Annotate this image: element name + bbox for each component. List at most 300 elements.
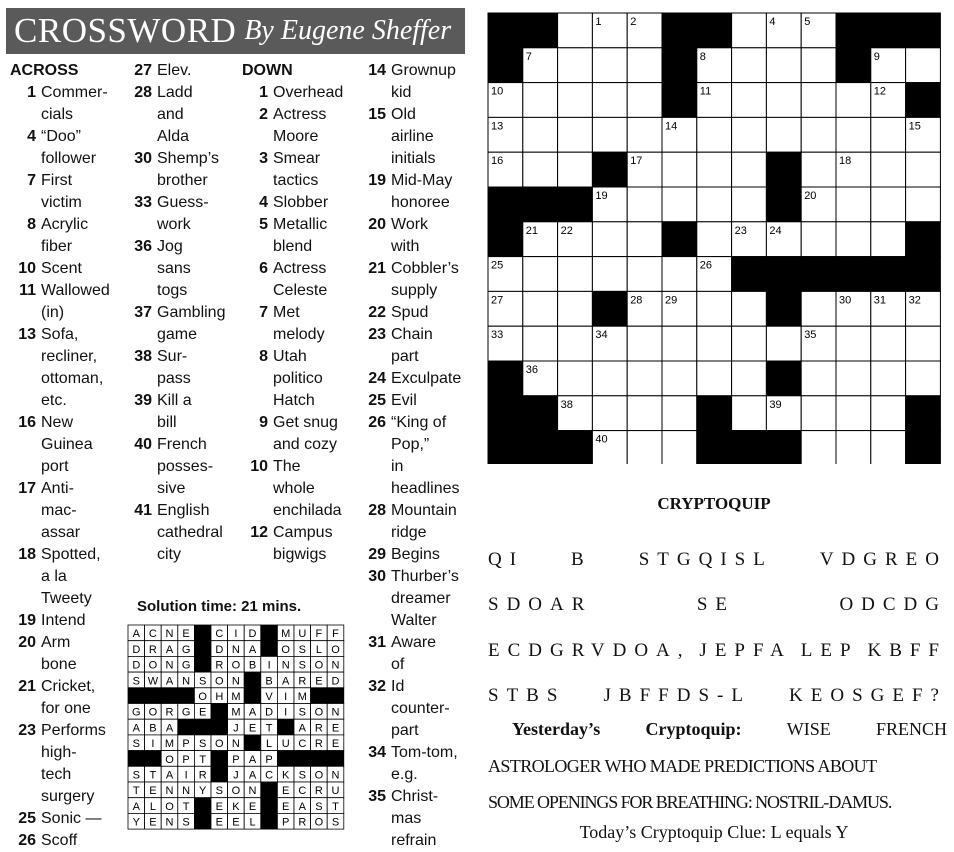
clue-item	[360, 170, 472, 214]
grid-block	[801, 257, 836, 292]
clue-text-line: with	[391, 238, 420, 255]
cryptoquip-label: Cryptoquip:	[645, 719, 742, 739]
clue-item	[242, 148, 358, 192]
clue-number: 39	[134, 392, 152, 409]
grid-cell[interactable]	[836, 222, 871, 257]
cryptoquip-line	[488, 685, 947, 707]
clue-item	[10, 82, 124, 126]
clue-text-line: “King of	[391, 414, 447, 431]
solution-letter: N	[165, 816, 174, 829]
grid-block	[871, 257, 906, 292]
grid-block	[488, 48, 523, 83]
clue-text-line: cials	[41, 106, 74, 123]
clue-item	[126, 192, 240, 236]
clue-number: 14	[368, 62, 386, 79]
grid-cell[interactable]	[627, 396, 662, 431]
clue-text-line: part	[391, 348, 419, 365]
grid-cell[interactable]	[558, 326, 593, 361]
grid-block	[697, 13, 732, 48]
grid-cell[interactable]	[558, 291, 593, 326]
clue-text-line: Intend	[41, 612, 86, 629]
solution-letter: C	[298, 785, 307, 798]
grid-cell[interactable]	[627, 431, 662, 464]
grid-cell[interactable]	[906, 48, 941, 83]
grid-block	[662, 222, 697, 257]
clue-item	[360, 104, 472, 170]
grid-cell[interactable]	[766, 83, 801, 118]
clue-text-line: high-	[41, 744, 77, 761]
grid-block	[766, 187, 801, 222]
crossword-banner	[6, 8, 465, 54]
grid-block	[662, 48, 697, 83]
grid-cell[interactable]	[627, 222, 662, 257]
solution-letter: O	[314, 659, 324, 672]
solution-block	[277, 719, 294, 735]
grid-cell[interactable]	[523, 83, 558, 118]
clue-text-line: Tom-tom,	[391, 744, 458, 761]
solution-letter: A	[298, 800, 306, 813]
grid-block	[488, 222, 523, 257]
solution-letter: N	[182, 675, 191, 688]
solution-letter: N	[231, 675, 240, 688]
grid-cell[interactable]	[662, 396, 697, 431]
grid-number: 37	[769, 364, 782, 376]
clue-item	[360, 742, 472, 786]
grid-cell[interactable]	[662, 326, 697, 361]
clue-text-line: blend	[273, 238, 313, 255]
grid-cell[interactable]	[558, 152, 593, 187]
solution-letter: A	[165, 769, 174, 782]
grid-number: 38	[560, 398, 573, 411]
grid-cell[interactable]	[558, 13, 593, 48]
solution-letter: U	[281, 738, 290, 751]
clue-text-line: mas	[391, 810, 422, 827]
solution-block	[311, 688, 328, 704]
grid-cell[interactable]	[592, 222, 627, 257]
solution-letter: A	[165, 643, 174, 656]
grid-cell[interactable]	[732, 13, 767, 48]
clue-text-line: Utah	[273, 348, 307, 365]
clue-text	[273, 258, 358, 302]
solution-letter: V	[265, 691, 273, 703]
clue-text-line: for one	[41, 700, 91, 717]
clue-text-line: and	[157, 106, 184, 123]
clue-text-line: Get snug	[273, 414, 338, 431]
grid-number: 30	[839, 294, 852, 307]
grid-cell[interactable]	[906, 152, 941, 187]
solution-letter: A	[248, 769, 257, 782]
clue-text-line: enchilada	[273, 502, 342, 519]
clue-item	[360, 60, 472, 104]
solution-letter: S	[199, 675, 207, 688]
clue-item	[360, 390, 472, 412]
grid-cell[interactable]	[871, 152, 906, 187]
solution-block	[244, 688, 261, 704]
clue-text-line: Sonic —	[41, 810, 102, 827]
clue-number: 20	[18, 634, 36, 651]
grid-cell[interactable]	[592, 396, 627, 431]
grid-cell[interactable]	[592, 83, 627, 118]
clue-item	[126, 82, 240, 148]
grid-cell[interactable]	[558, 48, 593, 83]
grid-cell[interactable]	[801, 431, 836, 464]
grid-cell[interactable]	[558, 117, 593, 152]
grid-cell[interactable]	[871, 187, 906, 222]
clue-number: 3	[259, 150, 268, 167]
clue-text-line: (in)	[41, 304, 65, 321]
solution-letter: D	[265, 706, 274, 719]
clue-text-line: Actress	[273, 260, 327, 277]
grid-number: 29	[665, 294, 678, 307]
clue-text-line: victim	[41, 194, 82, 211]
clue-text-line: Sofa,	[41, 326, 79, 343]
grid-number: 1	[595, 16, 602, 28]
grid-block	[697, 431, 732, 464]
clue-text-line: Ladd	[157, 84, 193, 101]
grid-cell[interactable]	[627, 187, 662, 222]
solution-letter: O	[215, 738, 224, 751]
solution-letter: S	[298, 706, 306, 719]
grid-cell[interactable]	[906, 187, 941, 222]
grid-cell[interactable]	[871, 326, 906, 361]
grid-cell[interactable]	[871, 117, 906, 152]
grid-cell[interactable]	[732, 152, 767, 187]
clue-text-line: Spotted,	[41, 546, 101, 563]
grid-block	[558, 187, 593, 222]
clue-number: 26	[368, 414, 386, 431]
solution-letter: C	[298, 738, 307, 751]
grid-block	[523, 13, 558, 48]
clue-text	[391, 170, 472, 214]
clue-item	[126, 346, 240, 390]
grid-cell[interactable]	[697, 326, 732, 361]
crossword-title: CROSSWORD	[14, 11, 237, 50]
clue-text-line: part	[391, 722, 419, 739]
grid-cell[interactable]	[558, 361, 593, 396]
clue-text-line: refrain	[391, 832, 437, 849]
clue-text-line: Guinea	[41, 436, 93, 453]
cipher-word: ODCDG	[839, 594, 947, 615]
clue-text	[41, 544, 124, 610]
clue-text	[273, 346, 358, 412]
clue-number: 36	[134, 238, 152, 255]
clue-text	[157, 192, 240, 236]
solution-letter: T	[182, 800, 190, 813]
grid-cell[interactable]	[836, 83, 871, 118]
grid-cell[interactable]	[801, 222, 836, 257]
solution-letter: G	[132, 706, 141, 719]
grid-cell[interactable]	[627, 361, 662, 396]
clue-text-line: airline	[391, 128, 434, 145]
grid-cell[interactable]	[766, 326, 801, 361]
clue-number: 31	[368, 634, 386, 651]
grid-block	[662, 83, 697, 118]
grid-cell[interactable]	[523, 326, 558, 361]
solution-letter: O	[165, 753, 174, 766]
clue-item	[242, 302, 358, 346]
solution-letter: S	[331, 816, 340, 829]
grid-cell[interactable]	[697, 222, 732, 257]
solution-block	[178, 688, 195, 704]
clue-text	[391, 104, 472, 170]
clue-text-line: city	[157, 546, 181, 563]
grid-cell[interactable]	[592, 361, 627, 396]
grid-cell[interactable]	[627, 117, 662, 152]
clue-number: 12	[250, 524, 268, 541]
grid-number: 33	[491, 329, 504, 342]
clue-number: 21	[18, 678, 36, 695]
grid-cell[interactable]	[662, 431, 697, 464]
grid-cell[interactable]	[801, 48, 836, 83]
solution-letter: O	[198, 691, 207, 703]
clue-text	[41, 808, 124, 830]
solution-block	[194, 719, 211, 735]
cipher-word: ECDGRVDOA,	[488, 640, 691, 661]
grid-cell[interactable]	[871, 222, 906, 257]
grid-cell[interactable]	[801, 291, 836, 326]
clue-text	[41, 676, 124, 720]
grid-cell[interactable]	[732, 291, 767, 326]
grid-block	[592, 152, 627, 187]
grid-cell[interactable]	[697, 117, 732, 152]
clue-item	[360, 302, 472, 324]
grid-cell[interactable]	[558, 83, 593, 118]
clue-text-line: New	[41, 414, 74, 431]
grid-cell[interactable]	[592, 48, 627, 83]
grid-number: 10	[491, 85, 504, 98]
grid-cell[interactable]	[801, 396, 836, 431]
clue-item	[360, 214, 472, 258]
clue-item	[126, 434, 240, 500]
clue-item	[126, 390, 240, 434]
grid-cell[interactable]	[697, 187, 732, 222]
clue-number: 35	[368, 788, 386, 805]
clue-item	[360, 324, 472, 368]
clue-text	[41, 478, 124, 544]
grid-cell[interactable]	[906, 361, 941, 396]
grid-cell[interactable]	[732, 117, 767, 152]
grid-cell[interactable]	[627, 257, 662, 292]
solution-letter: R	[215, 659, 224, 672]
grid-cell[interactable]	[836, 431, 871, 464]
grid-cell[interactable]	[732, 326, 767, 361]
clue-item	[242, 412, 358, 456]
clue-text-line: Tweety	[41, 590, 92, 607]
grid-block	[488, 13, 523, 48]
grid-cell[interactable]	[732, 187, 767, 222]
solution-letter: L	[249, 816, 256, 829]
clue-text-line: Cobbler’s	[391, 260, 459, 277]
grid-cell[interactable]	[801, 361, 836, 396]
clue-number: 37	[134, 304, 152, 321]
solution-letter: U	[298, 628, 307, 641]
solution-letter: N	[182, 785, 191, 798]
grid-block	[836, 257, 871, 292]
grid-cell[interactable]	[697, 361, 732, 396]
clue-item	[10, 720, 124, 808]
clue-text-line: Campus	[273, 524, 333, 541]
clue-text-line: Celeste	[273, 282, 328, 299]
solution-letter: A	[248, 753, 257, 766]
clue-text	[391, 368, 472, 390]
solution-letter: A	[165, 675, 174, 688]
grid-cell[interactable]	[732, 361, 767, 396]
clue-number: 33	[134, 194, 152, 211]
clue-number: 7	[27, 172, 36, 189]
clue-text	[41, 258, 124, 280]
solution-block	[211, 766, 228, 782]
solution-letter: G	[181, 706, 191, 719]
clue-text	[391, 324, 472, 368]
grid-cell[interactable]	[836, 326, 871, 361]
clue-number: 18	[18, 546, 36, 563]
grid-cell[interactable]	[836, 396, 871, 431]
solution-letter: P	[232, 753, 240, 766]
clue-text-line: The	[273, 458, 301, 475]
grid-number: 24	[769, 224, 782, 237]
grid-cell[interactable]	[836, 361, 871, 396]
clue-text-line: Mountain	[391, 502, 457, 519]
yesterday-answer-line-2: ASTROLOGER WHO MADE PREDICTIONS ABOUT	[488, 756, 877, 776]
grid-cell[interactable]	[592, 257, 627, 292]
clue-text-line: Shemp’s	[157, 150, 219, 167]
clue-text-line: work	[157, 216, 191, 233]
grid-cell[interactable]	[906, 326, 941, 361]
grid-number: 3	[665, 16, 672, 28]
grid-cell[interactable]	[662, 187, 697, 222]
grid-cell[interactable]	[871, 431, 906, 464]
solution-letter: I	[267, 659, 271, 672]
grid-cell[interactable]	[627, 48, 662, 83]
clue-text-line: kid	[391, 84, 412, 101]
clue-text	[391, 412, 472, 500]
clue-text-line: Begins	[391, 546, 440, 563]
clue-text-line: “Doo”	[41, 128, 82, 145]
clue-text-line: Metallic	[273, 216, 328, 233]
grid-cell[interactable]	[558, 257, 593, 292]
grid-cell[interactable]	[697, 291, 732, 326]
solution-letter: D	[215, 643, 224, 656]
grid-block	[871, 13, 906, 48]
clue-text-line: Gambling	[157, 304, 226, 321]
clue-item	[10, 412, 124, 478]
clue-text-line: port	[41, 458, 69, 475]
grid-block	[906, 257, 941, 292]
solution-letter: T	[265, 722, 273, 735]
grid-cell[interactable]	[627, 83, 662, 118]
solution-letter: O	[231, 659, 241, 672]
grid-block	[488, 431, 523, 464]
grid-cell[interactable]	[836, 117, 871, 152]
clue-number: 40	[134, 436, 152, 453]
clue-text	[41, 610, 124, 632]
grid-block	[906, 83, 941, 118]
clue-text-line: sans	[157, 260, 191, 277]
grid-cell[interactable]	[697, 152, 732, 187]
grid-cell[interactable]	[592, 117, 627, 152]
clue-text-line: supply	[391, 282, 438, 299]
solution-letter: P	[265, 753, 273, 766]
solution-letter: D	[248, 628, 257, 641]
grid-cell[interactable]	[871, 396, 906, 431]
solution-letter: N	[281, 659, 290, 672]
grid-cell[interactable]	[801, 117, 836, 152]
clue-text-line: dreamer	[391, 590, 451, 607]
grid-number: 40	[595, 433, 608, 446]
cipher-word: QI	[488, 549, 525, 570]
solution-letter: M	[281, 628, 291, 641]
clue-item	[242, 192, 358, 214]
grid-number: 17	[630, 155, 643, 168]
grid-cell[interactable]	[766, 48, 801, 83]
grid-cell[interactable]	[801, 83, 836, 118]
solution-letter: O	[314, 769, 324, 782]
grid-cell[interactable]	[627, 326, 662, 361]
grid-cell[interactable]	[523, 152, 558, 187]
solution-letter: P	[182, 738, 190, 751]
solution-letter: E	[331, 738, 340, 751]
grid-cell[interactable]	[523, 117, 558, 152]
clue-text	[391, 60, 472, 104]
grid-cell[interactable]	[871, 361, 906, 396]
grid-cell[interactable]	[801, 152, 836, 187]
grid-number: 19	[595, 190, 608, 202]
yesterday-answer-line-3: SOME OPENINGS FOR BREATHING: NOSTRIL-DAMUS.	[488, 792, 892, 812]
grid-cell[interactable]	[662, 257, 697, 292]
grid-cell[interactable]	[523, 257, 558, 292]
grid-cell[interactable]	[836, 187, 871, 222]
clue-text	[273, 456, 358, 522]
solution-block	[211, 704, 228, 720]
cryptoquip-clue: Today’s Cryptoquip Clue: L equals Y	[579, 822, 849, 842]
solution-letter: Y	[199, 785, 207, 798]
solution-letter: D	[132, 659, 141, 672]
grid-cell[interactable]	[732, 48, 767, 83]
grid-cell[interactable]	[766, 117, 801, 152]
clue-text-line: Chain	[391, 326, 433, 343]
solution-letter: R	[314, 738, 323, 751]
clue-text	[41, 632, 124, 676]
clue-text	[157, 82, 240, 148]
clue-text-line: Evil	[391, 392, 417, 409]
clue-text-line: Commer-	[41, 84, 108, 101]
solution-block	[244, 735, 261, 751]
clue-text-line: initials	[391, 150, 436, 167]
clue-item	[10, 258, 124, 280]
grid-cell[interactable]	[662, 361, 697, 396]
grid-number: 36	[525, 364, 539, 376]
grid-block	[558, 431, 593, 464]
clue-text	[391, 544, 472, 566]
solution-letter: A	[248, 706, 257, 719]
clue-text-line: in	[391, 458, 404, 475]
grid-cell[interactable]	[523, 291, 558, 326]
cipher-word: JEPFA	[699, 640, 792, 661]
grid-cell[interactable]	[732, 396, 767, 431]
clue-item	[360, 412, 472, 500]
clue-text	[41, 126, 124, 170]
grid-cell[interactable]	[662, 152, 697, 187]
solution-letter: S	[199, 738, 207, 751]
clue-text-line: Moore	[273, 128, 319, 145]
clue-number: 16	[18, 414, 36, 431]
solution-block	[261, 625, 278, 641]
clue-number: 26	[18, 832, 36, 849]
solution-letter: S	[215, 785, 223, 798]
grid-cell[interactable]	[732, 83, 767, 118]
clue-text	[41, 830, 124, 852]
clue-text-line: melody	[273, 326, 325, 343]
